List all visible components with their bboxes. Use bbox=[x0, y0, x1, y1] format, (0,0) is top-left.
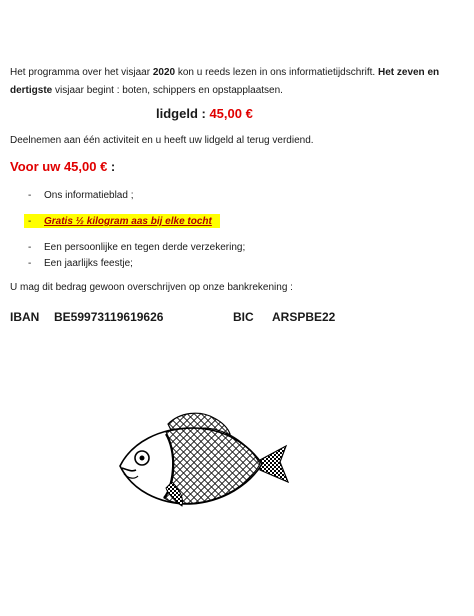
intro-paragraph bbox=[10, 64, 460, 100]
offer-prefix: Voor uw bbox=[10, 159, 64, 174]
fish-icon bbox=[110, 410, 294, 516]
membership-fee bbox=[156, 106, 253, 121]
fee-colon: : bbox=[197, 106, 210, 121]
list-item-text: Ons informatieblad ; bbox=[44, 190, 134, 201]
bic-value: ARSPBE22 bbox=[272, 310, 336, 324]
bullet-dash: - bbox=[28, 242, 32, 253]
list-item-text: Gratis ½ kilogram aas bij elke tocht bbox=[44, 216, 212, 227]
fee-label: lidgeld bbox=[156, 106, 198, 121]
refund-text: Deelnemen aan één activiteit en u heeft uw lidgeld al terug verdiend. bbox=[10, 135, 314, 146]
bullet-dash: - bbox=[28, 258, 32, 269]
offer-suffix: : bbox=[107, 159, 116, 174]
intro-text-2: kon u reeds lezen in ons informatietijdschrift. bbox=[175, 67, 378, 78]
bic-label: BIC bbox=[233, 310, 254, 324]
intro-text-3: visjaar begint : boten, schippers en opstapplaatsen. bbox=[52, 85, 283, 96]
offer-amount: 45,00 € bbox=[63, 159, 108, 174]
transfer-text: U mag dit bedrag gewoon overschrijven op onze bankrekening : bbox=[10, 282, 293, 293]
fee-amount: 45,00 € bbox=[209, 106, 253, 121]
iban-value: BE59973119619626 bbox=[54, 310, 164, 324]
bullet-dash: - bbox=[28, 216, 32, 227]
list-item-text: Een jaarlijks feestje; bbox=[44, 258, 133, 269]
offer-heading bbox=[10, 159, 115, 174]
intro-text-1: Het programma over het visjaar bbox=[10, 67, 153, 78]
bullet-dash: - bbox=[28, 190, 32, 201]
intro-year: 2020 bbox=[152, 67, 176, 78]
list-item-text: Een persoonlijke en tegen derde verzekering; bbox=[44, 242, 246, 253]
intro-bold-start: Het zeven en dertigste bbox=[10, 67, 440, 96]
iban-label: IBAN bbox=[10, 310, 40, 324]
